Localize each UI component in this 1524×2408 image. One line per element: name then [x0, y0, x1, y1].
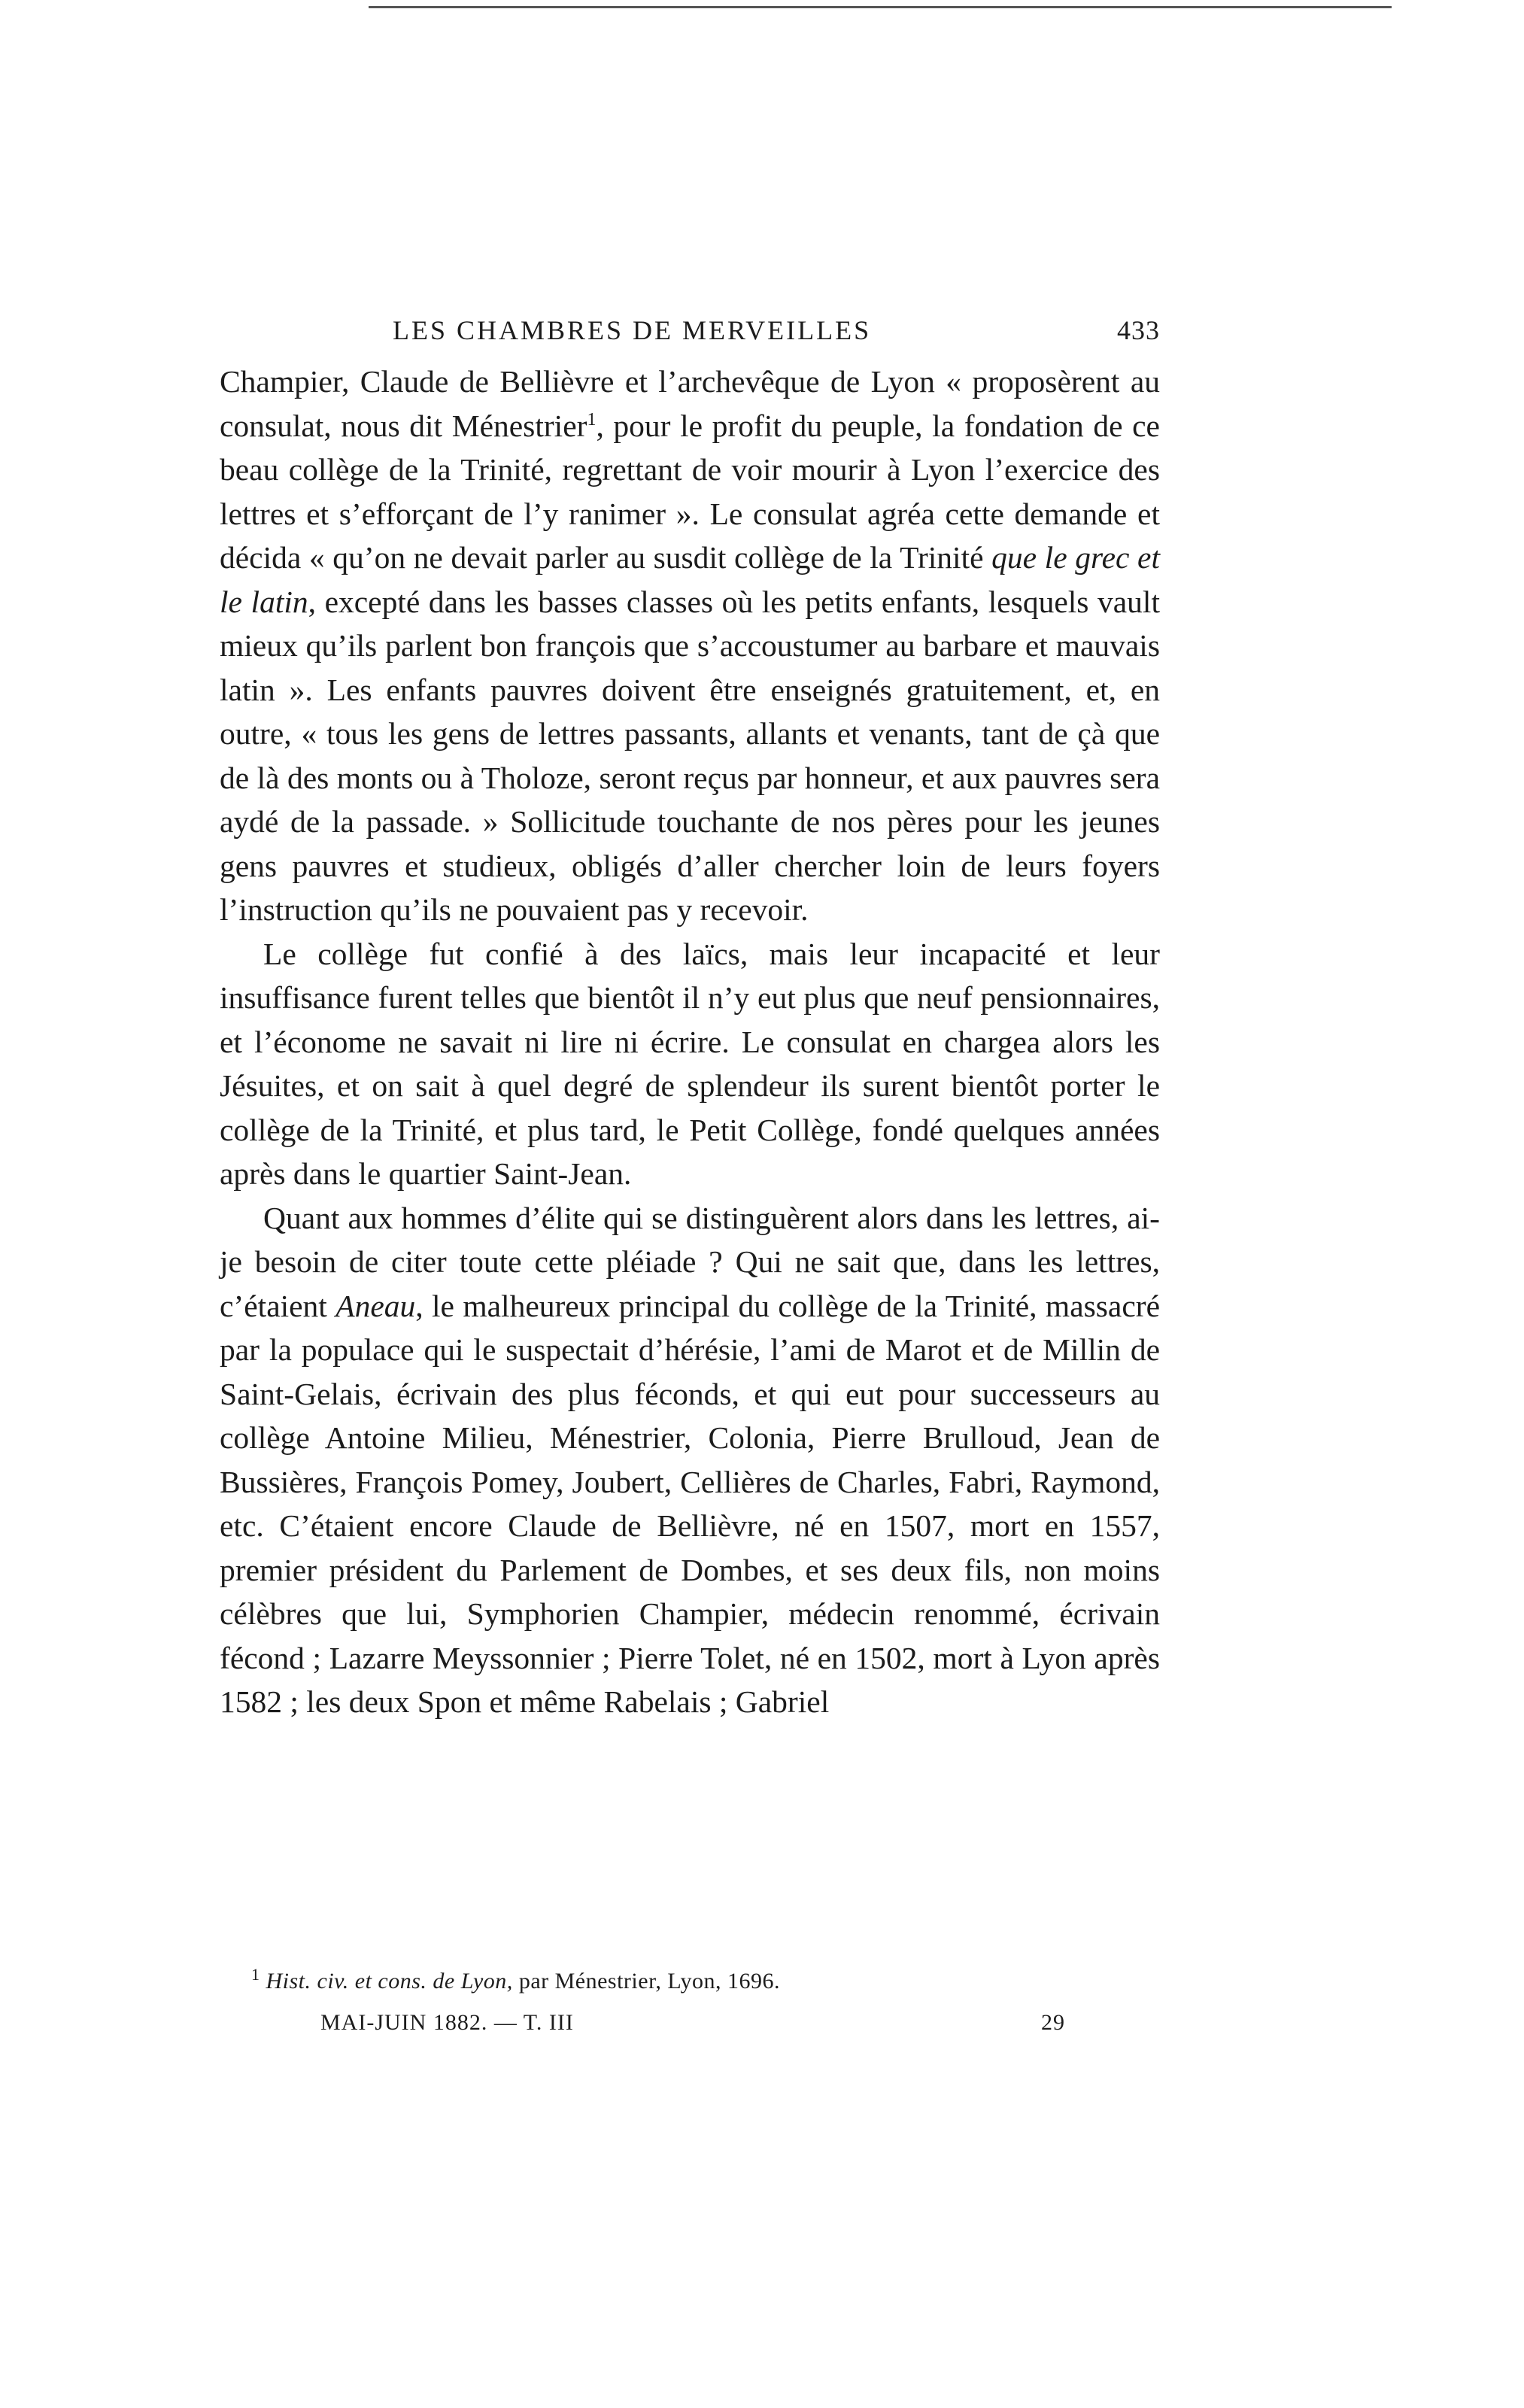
paragraph-text: , excepté dans les basses classes où les petits enfants, lesquels vault mieux qu’ils parlent bon françois que s’accoustumer au barbare et mauvais latin ». Les enfants pauvres doivent être enseignés gratuitement, et, en outre, « tous les gens de lettres passants, allants et venants, tant de çà que de là des monts ou à Tholoze, seront reçus par honneur, et aux pauvres sera aydé de la passade. » Sollicitude touchante de nos pères pour les jeunes gens pauvres et studieux, obligés d’aller chercher loin de leurs foyers l’instruction qu’ils ne pouvaient pas y recevoir.: [220, 584, 1160, 927]
body-text: [220, 360, 1160, 1724]
top-edge-rule: [369, 6, 1392, 8]
paragraph-text: , le malheureux principal du collège de la Trinité, massacré par la populace qui le suspectait d’hérésie, l’ami de Marot et de Millin de Saint-Gelais, écrivain des plus féconds, et qui eut pour successeurs au collège Antoine Milieu, Ménestrier, Colonia, Pierre Brulloud, Jean de Bussières, François Pomey, Joubert, Cellières de Charles, Fabri, Raymond, etc. C’étaient encore Claude de Bellièvre, né en 1507, mort en 1557, premier président du Parlement de Dombes, et ses deux fils, non moins célèbres que lui, Symphorien Champier, médecin renommé, écrivain fécond ; Lazarre Meyssonnier ; Pierre Tolet, né en 1502, mort à Lyon après 1582 ; les deux Spon et même Rabelais ; Gabriel: [220, 1288, 1160, 1719]
running-head-title: LES CHAMBRES DE MERVEILLES: [393, 315, 872, 345]
running-head: [220, 314, 1160, 360]
paragraph-text: Champier, Claude de Bellièvre et l’archevêque de Lyon « proposèrent au consulat, nous dit Ménestrier: [220, 364, 1160, 443]
footnote-reference: 1: [587, 409, 597, 430]
page-number: 433: [1117, 315, 1160, 345]
footnote-rest: par Ménestrier, Lyon, 1696.: [512, 1969, 781, 1994]
printer-signature: [320, 2010, 1073, 2036]
footnote: [251, 1965, 780, 1994]
paragraph-text: Le collège fut confié à des laïcs, mais leur incapacité et leur insuffisance furent telles que bientôt il n’y eut plus que neuf pensionnaires, et l’économe ne savait ni lire ni écrire. Le consulat en chargea alors les Jésuites, et on sait à quel degré de splendeur ils surent bientôt porter le collège de la Trinité, et plus tard, le Petit Collège, fondé quelques années après dans le quartier Saint-Jean.: [220, 936, 1160, 1191]
italic-text: Aneau: [335, 1288, 416, 1323]
footnote-title: Hist. civ. et cons. de Lyon,: [266, 1969, 513, 1994]
signature-number: 29: [1041, 2010, 1065, 2035]
footnote-marker: 1: [251, 1965, 260, 1984]
italic-text: que le grec et le latin: [220, 540, 1160, 619]
paragraph: [220, 1196, 1160, 1724]
paragraph: [220, 360, 1160, 932]
paragraph: [220, 932, 1160, 1196]
signature-label: MAI-JUIN 1882. — T. III: [320, 2010, 574, 2035]
page-content: [220, 314, 1160, 1724]
paragraph-text: Quant aux hommes d’élite qui se distinguèrent alors dans les lettres, ai-je besoin de citer toute cette pléiade ? Qui ne sait que, dans les lettres, c’étaient: [220, 1200, 1160, 1323]
paragraph-text: , pour le profit du peuple, la fondation de ce beau collège de la Trinité, regrettant de voir mourir à Lyon l’exercice des lettres et s’efforçant de l’y ranimer ». Le consulat agréa cette demande et décida « qu’on ne devait parler au susdit collège de la Trinité: [220, 408, 1160, 575]
